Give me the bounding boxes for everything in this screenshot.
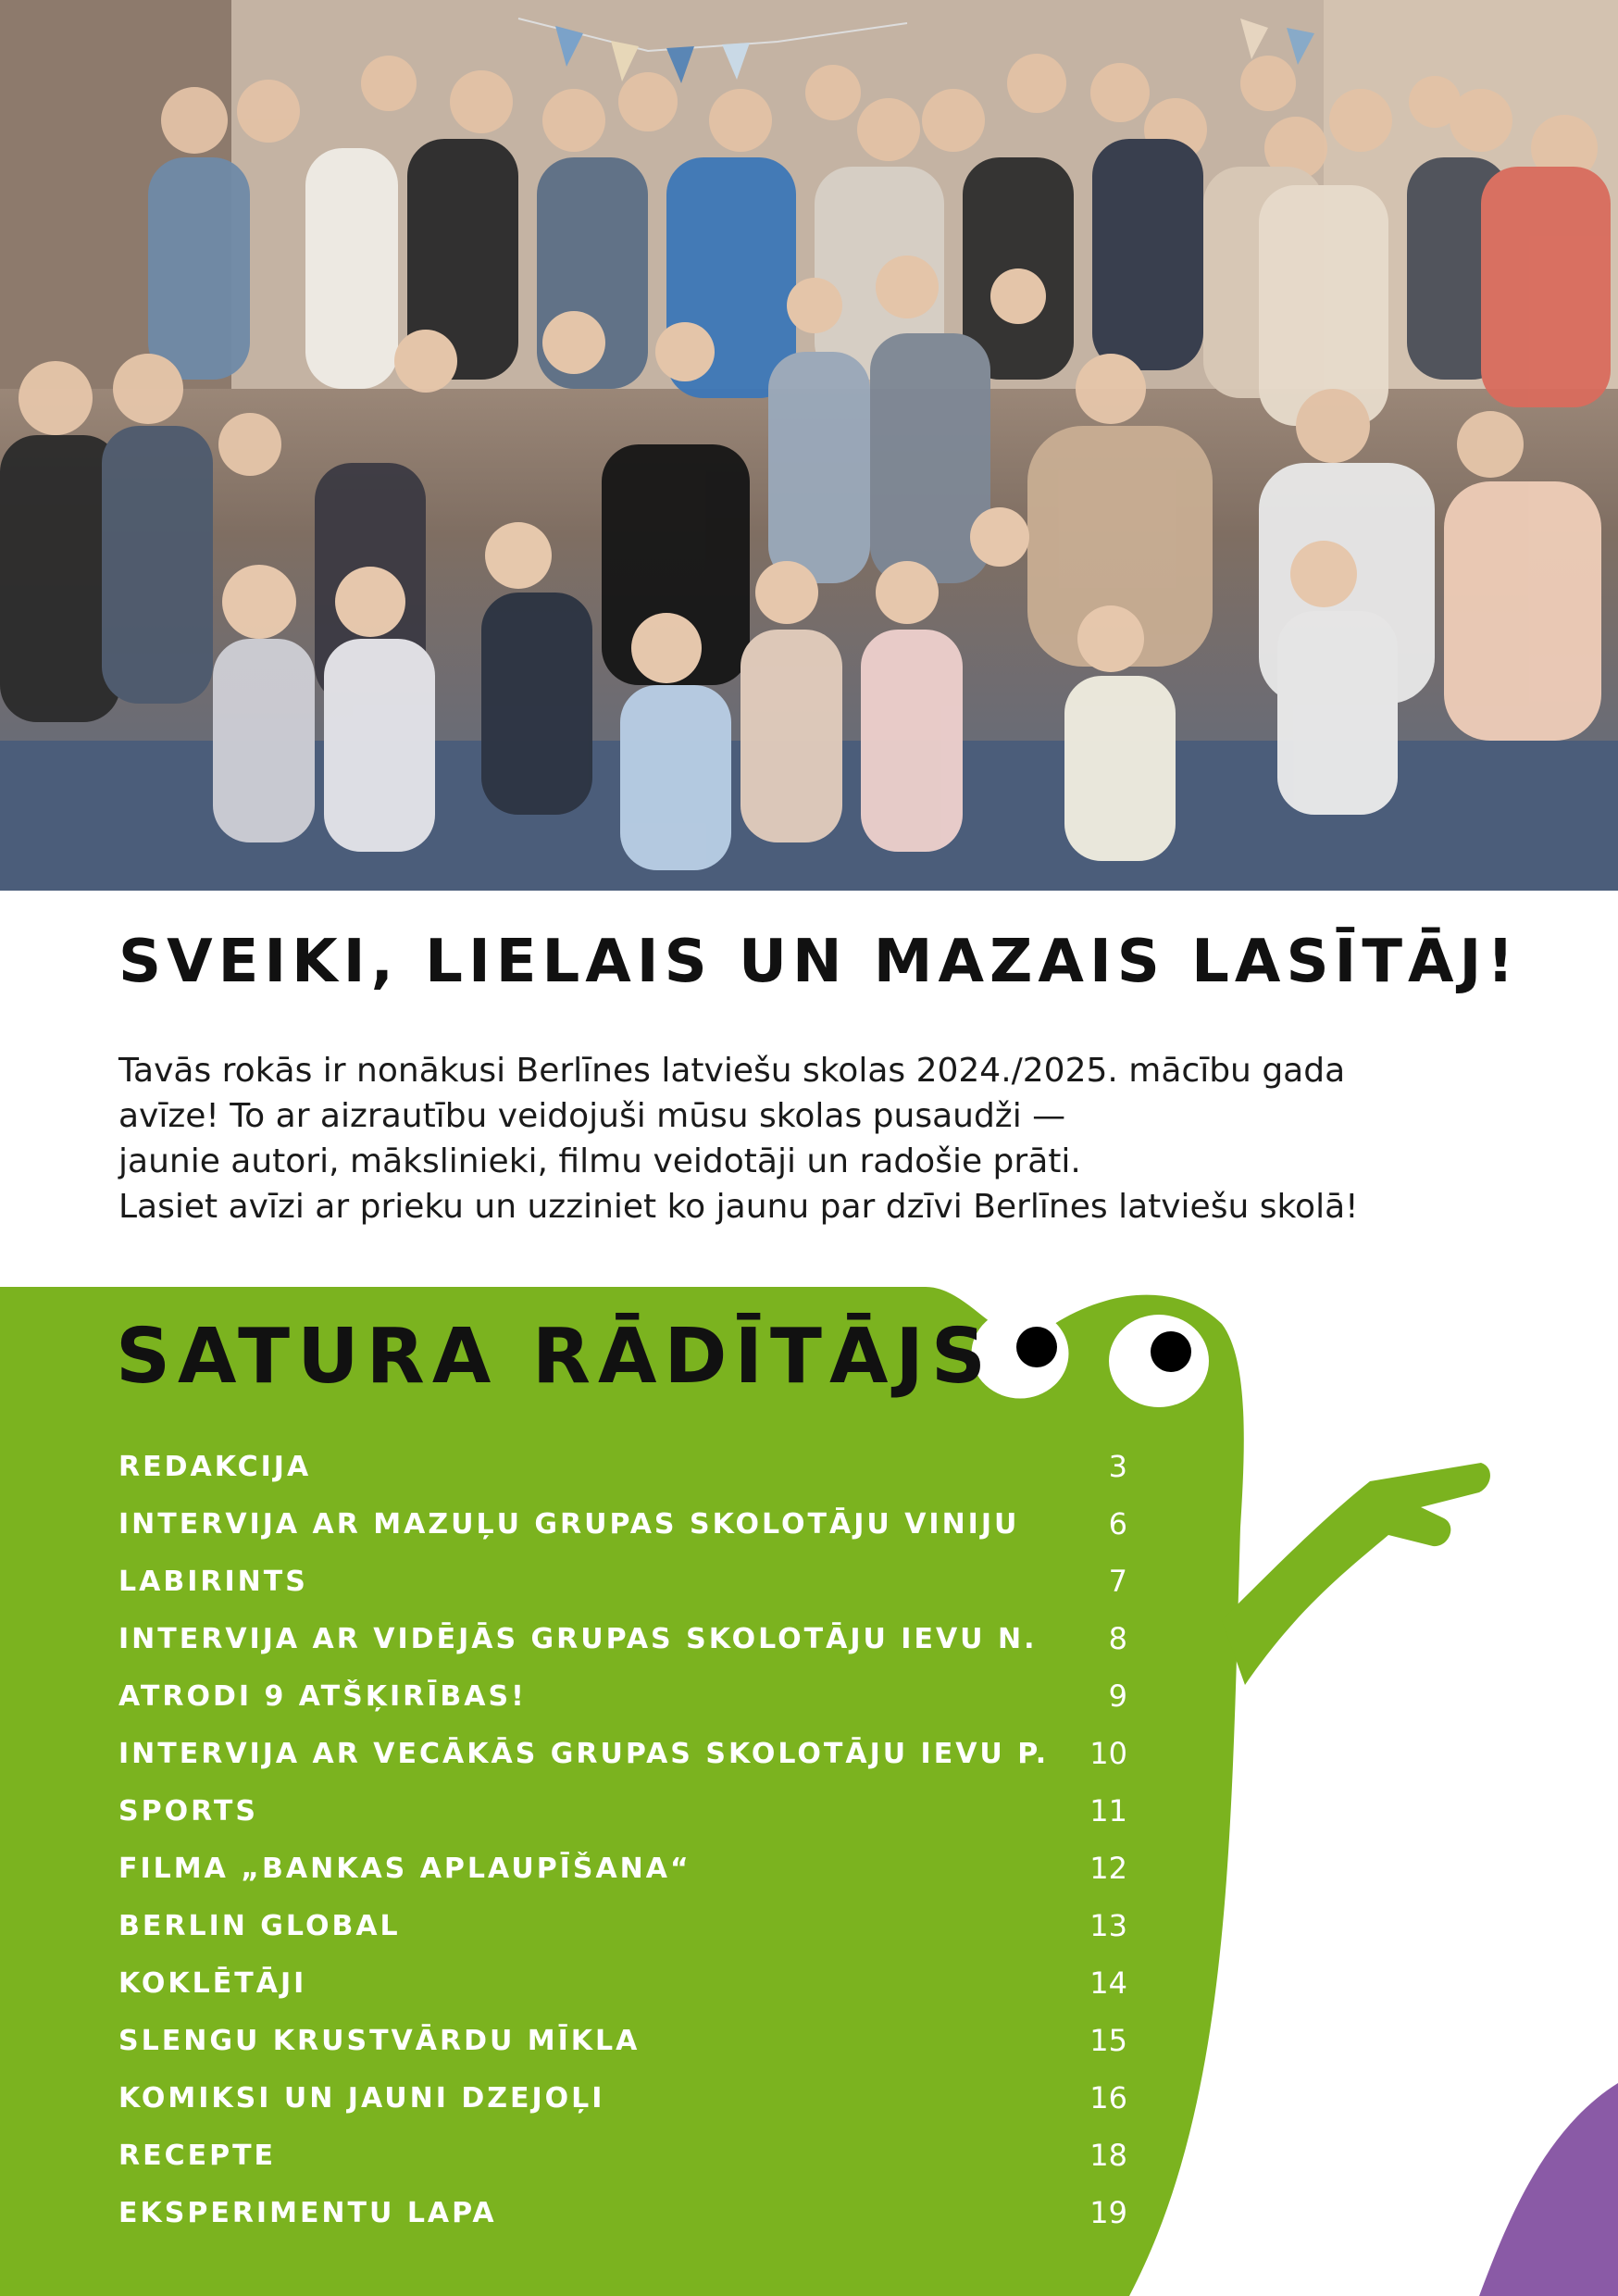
- toc-item-komiksi[interactable]: [118, 2069, 1127, 2127]
- toc-item-page: 19: [1089, 2195, 1127, 2230]
- intro-line: jaunie autori, mākslinieki, filmu veidotāji un radošie prāti.: [118, 1142, 1081, 1180]
- toc-item-page: 16: [1089, 2080, 1127, 2115]
- toc-item-label: REDAKCIJA: [118, 1450, 312, 1483]
- toc-item-page: 8: [1108, 1621, 1127, 1656]
- toc-item-page: 15: [1089, 2023, 1127, 2058]
- toc-item-recepte[interactable]: [118, 2127, 1127, 2184]
- toc-item-page: 14: [1089, 1965, 1127, 2001]
- toc-item-label: RECEPTE: [118, 2139, 277, 2172]
- toc-item-label: SPORTS: [118, 1794, 258, 1828]
- toc-item-label: FILMA „BANKAS APLAUPĪŠANA“: [118, 1852, 691, 1885]
- toc-item-label: KOKLĒTĀJI: [118, 1966, 307, 2000]
- toc-item-label: LABIRINTS: [118, 1565, 308, 1598]
- toc-item-labirints[interactable]: [118, 1553, 1127, 1610]
- toc-item-redakcija[interactable]: [118, 1438, 1127, 1495]
- intro-line: Tavās rokās ir nonākusi Berlīnes latviešu skolas 2024./2025. mācību gada: [118, 1052, 1346, 1090]
- toc-item-kokletaji[interactable]: [118, 1954, 1127, 2012]
- toc-item-page: 6: [1108, 1506, 1127, 1541]
- intro-text: [118, 1048, 1544, 1229]
- toc-item-label: EKSPERIMENTU LAPA: [118, 2196, 497, 2229]
- toc-item-label: KOMIKSI UN JAUNI DZEJOĻI: [118, 2081, 605, 2115]
- toc-item-page: 9: [1108, 1678, 1127, 1714]
- toc-item-page: 13: [1089, 1908, 1127, 1943]
- toc-item-label: INTERVIJA AR MAZUĻU GRUPAS SKOLOTĀJU VINIJU: [118, 1507, 1020, 1541]
- toc-item-page: 12: [1089, 1851, 1127, 1886]
- intro-line: Lasiet avīzi ar prieku un uzziniet ko jaunu par dzīvi Berlīnes latviešu skolā!: [118, 1188, 1359, 1226]
- group-photo-illustration: [0, 0, 1618, 891]
- toc-item-page: 7: [1108, 1564, 1127, 1599]
- toc-item-krustvardu-mikla[interactable]: [118, 2012, 1127, 2069]
- intro-line: avīze! To ar aizrautību veidojuši mūsu skolas pusaudži —: [118, 1097, 1066, 1135]
- group-photo: [0, 0, 1618, 891]
- toc-item-berlin-global[interactable]: [118, 1897, 1127, 1954]
- toc-list: [118, 1438, 1127, 2241]
- toc-item-label: BERLIN GLOBAL: [118, 1909, 401, 1942]
- toc-item-intervija-ievu-n[interactable]: [118, 1610, 1127, 1667]
- toc-item-eksperimentu-lapa[interactable]: [118, 2184, 1127, 2241]
- toc-item-page: 11: [1089, 1793, 1127, 1828]
- toc-item-sports[interactable]: [118, 1782, 1127, 1840]
- toc-item-label: INTERVIJA AR VIDĒJĀS GRUPAS SKOLOTĀJU IEVU N.: [118, 1622, 1038, 1655]
- toc-item-label: ATRODI 9 ATŠĶIRĪBAS!: [118, 1679, 527, 1713]
- toc-item-filma[interactable]: [118, 1840, 1127, 1897]
- toc-item-atrodi-atskiribas[interactable]: [118, 1667, 1127, 1725]
- purple-corner-shape: [1479, 2083, 1618, 2296]
- toc-title: SATURA RĀDĪTĀJS: [116, 1313, 993, 1401]
- greeting-heading: SVEIKI, LIELAIS UN MAZAIS LASĪTĀJ!: [118, 928, 1520, 996]
- toc-item-page: 10: [1089, 1736, 1127, 1771]
- toc-item-intervija-viniju[interactable]: [118, 1495, 1127, 1553]
- toc-item-page: 3: [1108, 1449, 1127, 1484]
- toc-item-label: INTERVIJA AR VECĀKĀS GRUPAS SKOLOTĀJU IEVU P.: [118, 1737, 1050, 1770]
- toc-item-page: 18: [1089, 2138, 1127, 2173]
- toc-item-label: SLENGU KRUSTVĀRDU MĪKLA: [118, 2024, 641, 2057]
- toc-item-intervija-ievu-p[interactable]: [118, 1725, 1127, 1782]
